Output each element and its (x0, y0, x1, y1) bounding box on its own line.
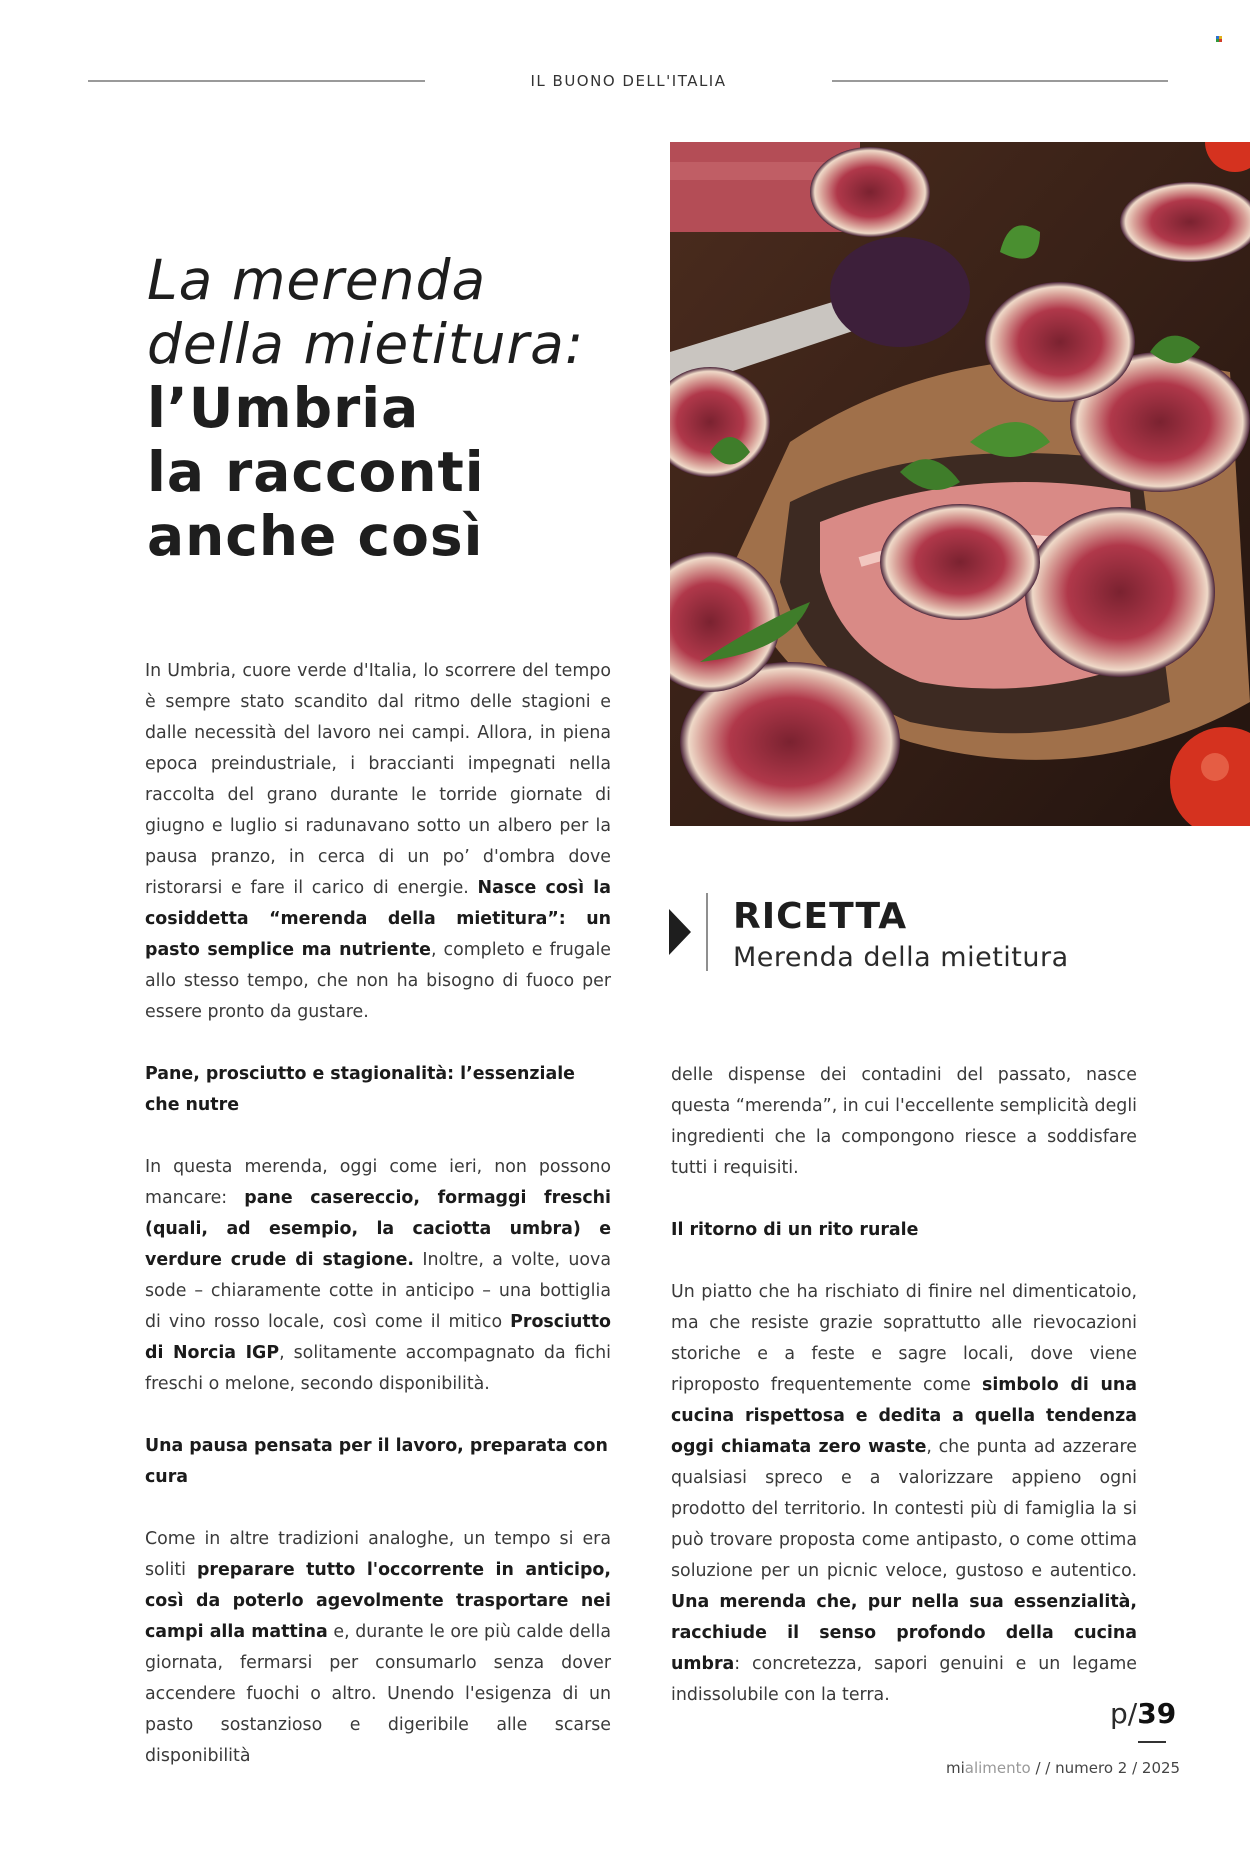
figs-prosciutto-bread-icon (670, 142, 1250, 826)
article-title (147, 248, 617, 568)
intro-text-c: , completo e frugale allo stesso tempo, che non ha bisogno di fuoco per essere pronto da gustare. (145, 940, 611, 1022)
p3-text-c: e, durante le ore più calde della giornata, fermarsi per consumarlo senza dover accendere fuochi o altro. Unendo l'esigenza di un pasto sostanzioso e digeribile alle scarse disponibilità (145, 1622, 611, 1766)
footer-issue (946, 1759, 1180, 1777)
ritual-text-bold-1: simbolo di una cucina rispettosa e dedita a quella tendenza oggi chiamata zero waste (671, 1375, 1137, 1457)
recipe-title: Merenda della mietitura (733, 942, 1069, 973)
p2-text-a: In questa merenda, oggi come ieri, non possono mancare: (145, 1157, 611, 1208)
ritual-text-a: Un piatto che ha rischiato di finire nel dimenticatoio, ma che resiste grazie soprattutto alle rievocazioni storiche e a feste e sagre locali, dove viene riproposto frequentemente come (671, 1282, 1137, 1395)
p2-text-c: Inoltre, a volte, uova sode – chiaramente cotte in anticipo – una bottiglia di vino rosso locale, così come il mitico (145, 1250, 612, 1332)
corner-color-mark (1216, 36, 1223, 43)
paragraph-ritual (671, 1277, 1137, 1711)
recipe-divider (706, 893, 708, 971)
title-line-1: La merenda (147, 248, 487, 312)
intro-text-a: In Umbria, cuore verde d'Italia, lo scorrere del tempo è sempre stato scandito dal ritmo delle stagioni e dalle necessità del lavoro nei campi. Allora, in piena epoca preindustriale, i braccianti impegnati nella raccolta del grano durante le torride giornate di giugno e luglio si radunavano sotto un albero per la pausa pranzo, in cerca di un po’ d'ombra dove ristorarsi e fare il carico di energie. (145, 661, 611, 898)
text-column-right (671, 1060, 1137, 1711)
paragraph-preparation (145, 1524, 611, 1772)
ritual-text-e: : concretezza, sapori genuini e un legame indissolubile con la terra. (671, 1654, 1137, 1705)
ritual-text-bold-2: Una merenda che, pur nella sua essenzialità, racchiude il senso profondo della cucina umbra (671, 1592, 1137, 1674)
section-heading-1: Pane, prosciutto e stagionalità: l’essenziale che nutre (145, 1064, 575, 1115)
brand-alimento: alimento (964, 1759, 1031, 1777)
intro-text-bold: Nasce così la cosiddetta “merenda della mietitura”: un pasto semplice ma nutriente (145, 878, 612, 960)
brand-mi: mi (946, 1759, 965, 1777)
running-head: IL BUONO DELL'ITALIA (530, 72, 727, 90)
paragraph-ingredients (145, 1152, 611, 1400)
page-number-rule (1138, 1741, 1166, 1743)
continuation-paragraph: delle dispense dei contadini del passato, nasce questa “merenda”, in cui l'eccellente semplicità degli ingredienti che la compongono riesce a soddisfare tutti i requisiti. (671, 1065, 1137, 1178)
intro-paragraph (145, 656, 611, 1028)
food-photo (670, 142, 1250, 826)
title-line-5: anche così (147, 504, 484, 568)
p2-text-e: , solitamente accompagnato da fichi freschi o melone, secondo disponibilità. (145, 1343, 611, 1394)
p3-text-a: Come in altre tradizioni analoghe, un tempo si era soliti (145, 1529, 611, 1580)
page-number-value: 39 (1137, 1697, 1177, 1730)
title-line-4: la racconti (147, 440, 485, 504)
section-heading-3: Il ritorno di un rito rurale (671, 1220, 919, 1240)
section-heading-2: Una pausa pensata per il lavoro, preparata con cura (145, 1436, 608, 1487)
title-line-2: della mietitura: (147, 312, 585, 376)
header-rule-right (832, 80, 1168, 82)
p3-text-bold: preparare tutto l'occorrente in anticipo, così da poterlo agevolmente trasportare nei campi alla mattina (145, 1560, 611, 1642)
title-line-3: l’Umbria (147, 376, 420, 440)
play-triangle-icon (669, 909, 691, 955)
p2-text-bold-1: pane casereccio, formaggi freschi (quali, ad esempio, la caciotta umbra) e verdure crude di stagione. (145, 1188, 611, 1270)
issue-info: / / numero 2 / 2025 (1030, 1759, 1181, 1777)
text-column-left (145, 656, 611, 1772)
page-number (1110, 1697, 1176, 1730)
header-rule-left (88, 80, 425, 82)
ritual-text-c: , che punta ad azzerare qualsiasi spreco e a valorizzare appieno ogni prodotto del territorio. In contesti più di famiglia la si può trovare proposta come antipasto, o come ottima soluzione per un picnic veloce, gustoso e autentico. (671, 1437, 1137, 1581)
page-prefix: p/ (1110, 1697, 1138, 1730)
recipe-label: RICETTA (733, 896, 908, 937)
p2-text-bold-2: Prosciutto di Norcia IGP (145, 1312, 611, 1363)
